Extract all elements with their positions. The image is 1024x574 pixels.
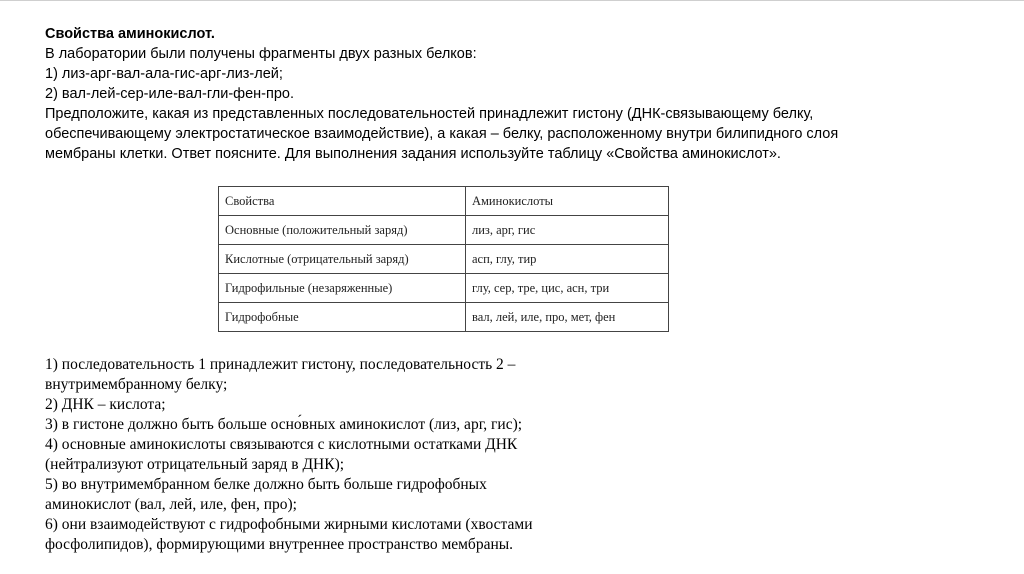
question-line: В лаборатории были получены фрагменты двух разных белков: <box>45 46 477 62</box>
table-row <box>219 303 669 332</box>
question-title: Свойства аминокислот. <box>45 26 215 42</box>
question-line: Предположите, какая из представленных последовательностей принадлежит гистону (ДНК-связывающему белку, <box>45 106 814 122</box>
table-row <box>219 245 669 274</box>
answer-line: 6) они взаимодействуют с гидрофобными жирными кислотами (хвостами <box>45 516 533 533</box>
table-header-cell: Свойства <box>219 187 466 216</box>
amino-acid-properties-table <box>218 186 669 332</box>
answer-line: (нейтрализуют отрицательный заряд в ДНК); <box>45 456 345 473</box>
table-header-row <box>219 187 669 216</box>
answer-line: внутримембранному белку; <box>45 376 228 393</box>
table-row <box>219 216 669 245</box>
question-line: 2) вал-лей-сер-иле-вал-гли-фен-про. <box>45 86 295 102</box>
answer-line: 1) последовательность 1 принадлежит гистону, последовательность 2 – <box>45 356 516 373</box>
table-cell: Основные (положительный заряд) <box>219 216 466 245</box>
question-line: 1) лиз-арг-вал-ала-гис-арг-лиз-лей; <box>45 66 283 82</box>
table-cell: глу, сер, тре, цис, асн, три <box>466 274 669 303</box>
answer-block <box>45 355 745 555</box>
slide-top-border <box>0 0 1024 1</box>
table-cell: Гидрофильные (незаряженные) <box>219 274 466 303</box>
table-row <box>219 274 669 303</box>
answer-line: аминокислот (вал, лей, иле, фен, про); <box>45 496 297 513</box>
question-block <box>45 24 945 164</box>
answer-line: 4) основные аминокислоты связываются с кислотными остатками ДНК <box>45 436 518 453</box>
table-cell: Кислотные (отрицательный заряд) <box>219 245 466 274</box>
table-header-cell: Аминокислоты <box>466 187 669 216</box>
table-cell: Гидрофобные <box>219 303 466 332</box>
answer-line: 2) ДНК – кислота; <box>45 396 166 413</box>
answer-line: фосфолипидов), формирующими внутреннее пространство мембраны. <box>45 536 514 553</box>
question-line: мембраны клетки. Ответ поясните. Для выполнения задания используйте таблицу «Свойства аминокислот». <box>45 146 781 162</box>
question-line: обеспечивающему электростатическое взаимодействие), а какая – белку, расположенному внутри билипидного слоя <box>45 126 839 142</box>
table-cell: лиз, арг, гис <box>466 216 669 245</box>
answer-line: 5) во внутримембранном белке должно быть больше гидрофобных <box>45 476 487 493</box>
table-cell: вал, лей, иле, про, мет, фен <box>466 303 669 332</box>
table-cell: асп, глу, тир <box>466 245 669 274</box>
answer-line: 3) в гистоне должно быть больше осно́вных аминокислот (лиз, арг, гис); <box>45 416 523 433</box>
